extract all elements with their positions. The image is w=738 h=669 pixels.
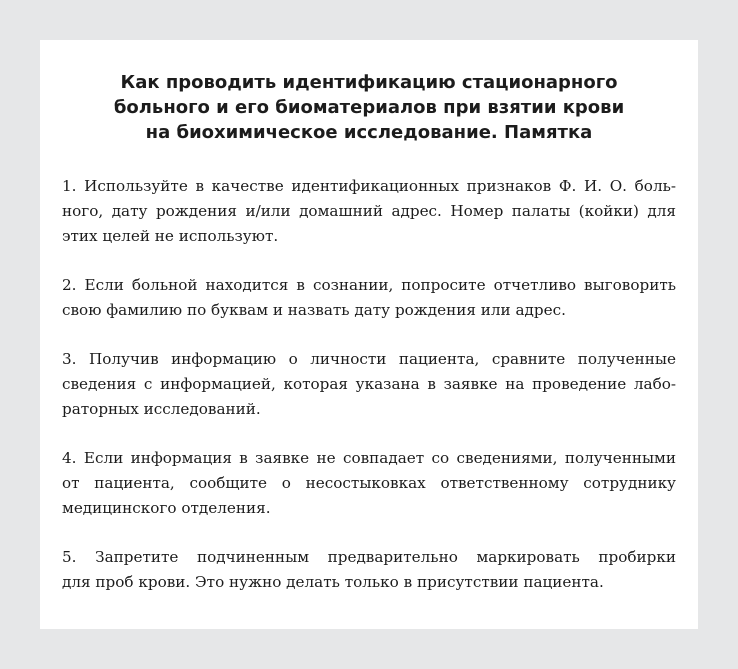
memo-item-3 [62, 347, 676, 422]
memo-items [62, 174, 676, 619]
memo-item-5 [62, 545, 676, 595]
memo-item-line: сведения с информацией, которая указана в заявке на проведение лабо- [62, 375, 676, 393]
memo-item-4 [62, 446, 676, 521]
memo-item-line: медицинского отделения. [62, 499, 271, 517]
memo-item-line: 2. Если больной находится в сознании, попросите отчетливо выговорить [62, 276, 676, 294]
memo-title-line: Как проводить идентификацию стационарного [120, 72, 618, 93]
memo-item-2 [62, 273, 676, 323]
memo-title [40, 70, 698, 145]
memo-item-1 [62, 174, 676, 249]
memo-title-line: больного и его биоматериалов при взятии крови [113, 97, 625, 118]
memo-title-line: на биохимическое исследование. Памятка [145, 122, 593, 143]
memo-item-line: этих целей не используют. [62, 227, 279, 245]
memo-item-line: ного, дату рождения и/или домашний адрес. Номер палаты (койки) для [62, 202, 676, 220]
memo-card [40, 40, 698, 629]
memo-item-line: для проб крови. Это нужно делать только в присутствии пациента. [62, 573, 604, 591]
memo-item-line: 5. Запретите подчиненным предварительно маркировать пробирки [62, 548, 676, 566]
memo-item-line: 3. Получив информацию о личности пациента, сравните полученные [62, 350, 676, 368]
memo-item-line: раторных исследований. [62, 400, 261, 418]
memo-item-line: 4. Если информация в заявке не совпадает со сведениями, полученными [62, 449, 676, 467]
memo-item-line: 1. Используйте в качестве идентификационных признаков Ф. И. О. боль- [62, 177, 676, 195]
memo-item-line: свою фамилию по буквам и назвать дату рождения или адрес. [62, 301, 566, 319]
memo-item-line: от пациента, сообщите о несостыковках ответственному сотруднику [62, 474, 676, 492]
